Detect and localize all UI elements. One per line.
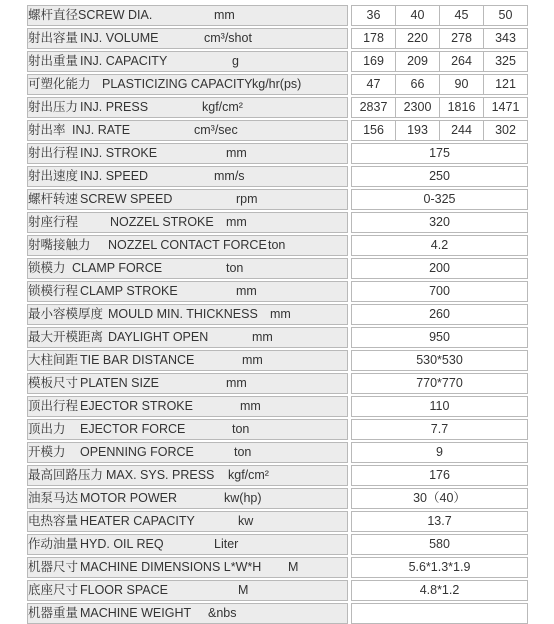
spec-row (28, 489, 528, 509)
spec-label-cell (28, 6, 348, 26)
spec-value-cell: 7.7 (352, 420, 528, 440)
spec-name-zh: 射嘴接触力 (28, 238, 91, 252)
spec-name-en: OPENNING FORCE (80, 445, 194, 459)
spec-row (28, 374, 528, 394)
spec-value-cell: 250 (352, 167, 528, 187)
spec-name-zh: 开模力 (28, 445, 66, 459)
spec-value-cell: 302 (484, 121, 528, 141)
spec-unit: mm (270, 307, 291, 321)
spec-name-zh: 顶出力 (28, 422, 66, 436)
spec-unit: M (288, 560, 299, 574)
spec-value-cell: 1816 (440, 98, 484, 118)
spec-name-en: MOTOR POWER (80, 491, 177, 505)
spec-row (28, 144, 528, 164)
spec-value-cell: 325 (484, 52, 528, 72)
spec-label-cell (28, 466, 348, 486)
spec-name-en: CLAMP STROKE (80, 284, 178, 298)
spec-name-en: INJ. PRESS (80, 100, 149, 114)
spec-name-zh: 锁模行程 (28, 284, 79, 298)
spec-name-en: SCREW SPEED (80, 192, 173, 206)
spec-label-cell (28, 190, 348, 210)
spec-row (28, 121, 528, 141)
spec-value-cell: 700 (352, 282, 528, 302)
spec-unit: mm (226, 146, 247, 160)
spec-name-zh: 油泵马达 (28, 491, 79, 505)
spec-name-en: CLAMP FORCE (72, 261, 163, 275)
spec-name-zh: 电热容量 (28, 514, 79, 528)
spec-label-cell (28, 558, 348, 578)
spec-value-cell: 45 (440, 6, 484, 26)
spec-value-cell: 121 (484, 75, 528, 95)
spec-row (28, 213, 528, 233)
spec-value-cell: 13.7 (352, 512, 528, 532)
spec-name-en: SCREW DIA. (78, 8, 153, 22)
spec-value-cell: 4.8*1.2 (352, 581, 528, 601)
spec-name-en: NOZZEL STROKE (110, 215, 214, 229)
spec-name-zh: 作动油量 (28, 537, 79, 551)
spec-value-cell: 90 (440, 75, 484, 95)
specification-table (27, 5, 528, 624)
spec-row (28, 6, 528, 26)
spec-value-cell: 110 (352, 397, 528, 417)
spec-unit: rpm (236, 192, 258, 206)
spec-name-zh: 顶出行程 (28, 399, 79, 413)
spec-row (28, 29, 528, 49)
spec-name-zh: 可塑化能力 (28, 77, 91, 91)
spec-name-en: INJ. VOLUME (80, 31, 159, 45)
spec-row (28, 328, 528, 348)
spec-unit: mm (252, 330, 273, 344)
spec-value-cell: 320 (352, 213, 528, 233)
spec-value-cell: 580 (352, 535, 528, 555)
spec-row (28, 443, 528, 463)
spec-label-cell (28, 581, 348, 601)
spec-name-zh: 最高回路压力 (28, 468, 104, 482)
spec-row (28, 259, 528, 279)
spec-value-cell: 47 (352, 75, 396, 95)
spec-name-en: PLATEN SIZE (80, 376, 159, 390)
spec-label-cell (28, 75, 348, 95)
spec-label-cell (28, 213, 348, 233)
spec-name-en: MACHINE WEIGHT (80, 606, 192, 620)
spec-row (28, 558, 528, 578)
spec-name-zh: 射出容量 (28, 31, 79, 45)
spec-name-zh: 射出压力 (28, 100, 79, 114)
spec-name-en: NOZZEL CONTACT FORCE (108, 238, 267, 252)
spec-label-cell (28, 236, 348, 256)
spec-name-zh: 大柱间距 (28, 353, 79, 367)
spec-unit: mm (236, 284, 257, 298)
spec-unit: cm³/shot (204, 31, 252, 45)
spec-label-cell (28, 604, 348, 624)
spec-label-cell (28, 259, 348, 279)
spec-name-zh: 螺杆转速 (28, 192, 79, 206)
spec-value-cell: 4.2 (352, 236, 528, 256)
spec-unit: kgf/cm² (202, 100, 243, 114)
spec-row (28, 167, 528, 187)
spec-value-cell: 200 (352, 259, 528, 279)
spec-value-cell: 193 (396, 121, 440, 141)
spec-name-zh: 机器重量 (28, 606, 79, 620)
spec-value-cell: 2837 (352, 98, 396, 118)
spec-unit: mm (242, 353, 263, 367)
spec-unit: cm³/sec (194, 123, 238, 137)
spec-label-cell (28, 443, 348, 463)
spec-unit: mm (226, 215, 247, 229)
spec-label-cell (28, 52, 348, 72)
spec-value-cell: 260 (352, 305, 528, 325)
spec-row (28, 351, 528, 371)
spec-value-cell: 220 (396, 29, 440, 49)
spec-row (28, 397, 528, 417)
spec-name-en: PLASTICIZING CAPACITY (102, 77, 253, 91)
spec-label-cell (28, 374, 348, 394)
spec-value-cell: 950 (352, 328, 528, 348)
spec-label-cell (28, 167, 348, 187)
spec-value-cell: 0-325 (352, 190, 528, 210)
spec-value-cell: 278 (440, 29, 484, 49)
spec-value-cell: 1471 (484, 98, 528, 118)
spec-name-en: MOULD MIN. THICKNESS (108, 307, 258, 321)
spec-name-zh: 射座行程 (28, 215, 79, 229)
spec-row (28, 535, 528, 555)
spec-value-cell: 178 (352, 29, 396, 49)
spec-name-zh: 模板尺寸 (28, 376, 79, 390)
spec-value-cell: 36 (352, 6, 396, 26)
spec-unit: mm/s (214, 169, 245, 183)
spec-name-zh: 螺杆直径 (28, 8, 79, 22)
spec-unit: Liter (214, 537, 239, 551)
spec-value-cell: 156 (352, 121, 396, 141)
spec-name-en: FLOOR SPACE (80, 583, 168, 597)
spec-label-cell (28, 282, 348, 302)
spec-unit: kw (238, 514, 254, 528)
spec-unit: ton (226, 261, 244, 275)
spec-value-cell: 30（40） (352, 489, 528, 509)
spec-name-zh: 射出重量 (28, 54, 79, 68)
spec-name-zh: 锁模力 (28, 261, 66, 275)
spec-label-cell (28, 351, 348, 371)
spec-value-cell: 175 (352, 144, 528, 164)
spec-label-cell (28, 121, 348, 141)
spec-label-cell (28, 535, 348, 555)
spec-value-cell: 2300 (396, 98, 440, 118)
spec-unit: kgf/cm² (228, 468, 269, 482)
spec-unit: g (232, 54, 239, 68)
spec-name-en: MAX. SYS. PRESS (106, 468, 215, 482)
spec-label-cell (28, 29, 348, 49)
spec-value-cell: 244 (440, 121, 484, 141)
spec-label-cell (28, 144, 348, 164)
spec-name-en: HYD. OIL REQ (80, 537, 164, 551)
spec-row (28, 581, 528, 601)
spec-value-cell: 169 (352, 52, 396, 72)
specification-table-body (28, 6, 528, 624)
spec-value-cell: 770*770 (352, 374, 528, 394)
spec-unit: &nbs (208, 606, 237, 620)
spec-row (28, 190, 528, 210)
spec-row (28, 236, 528, 256)
spec-name-zh: 机器尺寸 (28, 560, 79, 574)
spec-row (28, 604, 528, 624)
spec-label-cell (28, 512, 348, 532)
spec-value-cell: 5.6*1.3*1.9 (352, 558, 528, 578)
spec-name-zh: 最大开模距离 (28, 330, 104, 344)
spec-label-cell (28, 489, 348, 509)
spec-unit: kg/hr(ps) (252, 77, 302, 91)
spec-row (28, 512, 528, 532)
spec-name-en: MACHINE DIMENSIONS L*W*H (80, 560, 262, 574)
spec-name-zh: 射出速度 (28, 169, 79, 183)
spec-unit: mm (214, 8, 235, 22)
spec-unit: ton (268, 238, 286, 252)
spec-value-cell: 176 (352, 466, 528, 486)
spec-value-cell: 209 (396, 52, 440, 72)
spec-name-zh: 射出行程 (28, 146, 79, 160)
spec-value-cell: 264 (440, 52, 484, 72)
spec-unit: ton (234, 445, 252, 459)
spec-name-en: DAYLIGHT OPEN (108, 330, 209, 344)
spec-row (28, 98, 528, 118)
spec-name-zh: 底座尺寸 (28, 583, 79, 597)
spec-label-cell (28, 98, 348, 118)
spec-label-cell (28, 397, 348, 417)
spec-value-cell: 66 (396, 75, 440, 95)
spec-name-en: INJ. STROKE (80, 146, 158, 160)
spec-name-zh: 射出率 (28, 123, 66, 137)
spec-name-en: INJ. CAPACITY (80, 54, 168, 68)
spec-name-en: INJ. SPEED (80, 169, 149, 183)
spec-row (28, 466, 528, 486)
spec-row (28, 282, 528, 302)
spec-label-cell (28, 420, 348, 440)
spec-name-en: HEATER CAPACITY (80, 514, 195, 528)
spec-value-cell: 40 (396, 6, 440, 26)
spec-name-en: EJECTOR FORCE (80, 422, 186, 436)
spec-label-cell (28, 305, 348, 325)
spec-row (28, 420, 528, 440)
spec-value-cell: 343 (484, 29, 528, 49)
spec-label-cell (28, 328, 348, 348)
spec-row (28, 75, 528, 95)
spec-value-cell: 530*530 (352, 351, 528, 371)
spec-row (28, 305, 528, 325)
spec-unit: M (238, 583, 249, 597)
spec-unit: mm (240, 399, 261, 413)
spec-name-zh: 最小容模厚度 (28, 307, 104, 321)
spec-unit: mm (226, 376, 247, 390)
spec-name-en: INJ. RATE (72, 123, 131, 137)
spec-value-cell (352, 604, 528, 624)
spec-name-en: EJECTOR STROKE (80, 399, 193, 413)
spec-value-cell: 50 (484, 6, 528, 26)
spec-unit: kw(hp) (224, 491, 262, 505)
spec-unit: ton (232, 422, 250, 436)
spec-name-en: TIE BAR DISTANCE (80, 353, 195, 367)
spec-value-cell: 9 (352, 443, 528, 463)
spec-row (28, 52, 528, 72)
